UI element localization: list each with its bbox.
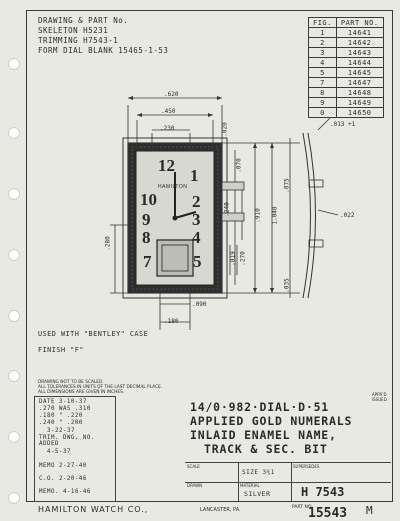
- revision-7: 4-5-37: [47, 449, 71, 455]
- fig-cell: 0: [309, 108, 337, 118]
- numeral-1: 1: [190, 166, 199, 185]
- dim-280: .280: [104, 236, 112, 251]
- header-line-2: SKELETON H5231: [38, 26, 109, 35]
- partno-cell: 14643: [336, 48, 383, 58]
- partno-cell: 14648: [336, 88, 383, 98]
- dim-450: .450: [161, 108, 176, 115]
- company-city: LANCASTER, PA.: [200, 507, 241, 513]
- revision-2: .270 WAS .310: [39, 406, 91, 412]
- dim-620: .620: [164, 91, 179, 98]
- title-line-4: TRACK & SEC. BIT: [204, 442, 328, 456]
- dim-075: .075: [283, 178, 291, 193]
- fig-cell: 8: [309, 88, 337, 98]
- header-line-4: FORM DIAL BLANK 15465-1-53: [38, 46, 169, 55]
- numeral-3: 3: [192, 210, 201, 229]
- material-label: MATERIAL: [240, 483, 260, 488]
- fig-header: FIG.: [309, 18, 337, 28]
- revision-1: DATE 3-10-37: [39, 399, 87, 405]
- header-line-3: TRIMMING H7543-1: [38, 36, 119, 45]
- partno-cell: 14642: [336, 38, 383, 48]
- scale-cell: [185, 463, 239, 483]
- revision-suffix: M: [366, 504, 373, 517]
- title-line-2: APPLIED GOLD NUMERALS: [190, 414, 353, 428]
- dim-1040: 1.040: [271, 206, 279, 225]
- fig-cell: 1: [309, 28, 337, 38]
- dim-160: .160: [215, 248, 223, 263]
- dim-910: .910: [254, 208, 262, 223]
- dim-090: .090: [192, 301, 207, 308]
- fig-cell: 5: [309, 68, 337, 78]
- dim-240: .240: [223, 202, 231, 217]
- header-line-1: DRAWING & PART No.: [38, 16, 129, 25]
- revision-6: TRIM. DWG. NO. ADDED: [39, 435, 95, 447]
- dim-022: .022: [340, 212, 355, 219]
- fig-cell: 2: [309, 38, 337, 48]
- partno-header: PART NO.: [336, 18, 383, 28]
- numeral-7: 7: [143, 252, 152, 271]
- revision-4: .240 " .200: [39, 420, 83, 426]
- partno-cell: 14641: [336, 28, 383, 38]
- fig-cell: 9: [309, 98, 337, 108]
- numeral-2: 2: [192, 192, 201, 211]
- dim-180: .180: [164, 318, 179, 325]
- dim-013: .013 +1: [330, 121, 356, 128]
- disclaimer-1: DRAWING NOT TO BE SCALED.: [38, 380, 104, 385]
- numeral-5: 5: [193, 252, 202, 271]
- fig-cell: 7: [309, 78, 337, 88]
- finish-note: FINISH "F": [38, 346, 84, 354]
- disclaimer-3: ALL DIMENSIONS ARE GIVEN IN INCHES.: [38, 390, 125, 395]
- company-name: HAMILTON WATCH CO.,: [38, 505, 149, 514]
- dim-020: .020: [221, 122, 229, 137]
- numeral-4: 4: [192, 228, 201, 247]
- size-cell: [238, 463, 292, 483]
- numeral-10: 10: [140, 190, 157, 209]
- revision-9: C.O. 2-20-46: [39, 476, 87, 482]
- footer-part-number: 15543: [308, 506, 348, 521]
- material-value: SILVER: [244, 490, 271, 498]
- part-cell: [291, 482, 391, 501]
- partno-cell: 14650: [336, 108, 383, 118]
- fig-cell: 3: [309, 48, 337, 58]
- dial-brand: HAMILTON: [158, 184, 188, 190]
- revision-8: MEMO 2-27-40: [39, 463, 87, 469]
- part-no-label: PART NO.: [292, 505, 313, 510]
- numeral-9: 9: [142, 210, 151, 229]
- dim-070: .070: [235, 158, 243, 173]
- drawn-label: DRAWN: [187, 483, 203, 488]
- title-line-3: INLAID ENAMEL NAME,: [190, 428, 337, 442]
- scale-value: SIZE 3⅗1: [242, 469, 275, 476]
- case-note: USED WITH "BENTLEY" CASE: [38, 330, 149, 338]
- supersedes-label: SUPERSEDES: [293, 464, 320, 469]
- title-line-1: 14/0·982·DIAL·D·51: [190, 400, 330, 414]
- revision-5: 3-22-37: [47, 428, 75, 434]
- material-cell: [238, 482, 292, 501]
- partno-cell: 14649: [336, 98, 383, 108]
- partno-cell: 14644: [336, 58, 383, 68]
- numeral-8: 8: [142, 228, 151, 247]
- numeral-12: 12: [158, 156, 175, 175]
- dim-019: .019: [229, 251, 237, 266]
- title-block-grid: [185, 462, 391, 501]
- drawn-cell: [185, 482, 239, 501]
- drawing-part-no: H 7543: [301, 485, 345, 499]
- disclaimer-2: ALL TOLERANCES IN UNITS OF THE LAST DECIMAL PLACE.: [38, 385, 163, 390]
- scale-label: SCALE: [187, 464, 200, 469]
- dim-270: .270: [239, 251, 247, 266]
- partno-cell: 14645: [336, 68, 383, 78]
- revision-10: MEMO. 4-16-46: [39, 489, 91, 495]
- dim-035: .035: [283, 278, 291, 293]
- partno-cell: 14647: [336, 78, 383, 88]
- fig-cell: 4: [309, 58, 337, 68]
- revision-3: .180 " .220: [39, 413, 83, 419]
- dim-230: .230: [160, 125, 175, 132]
- supersedes-cell: [291, 463, 391, 483]
- approval-note: APPR'D ISSUED: [372, 392, 387, 402]
- revision-block: [34, 396, 116, 502]
